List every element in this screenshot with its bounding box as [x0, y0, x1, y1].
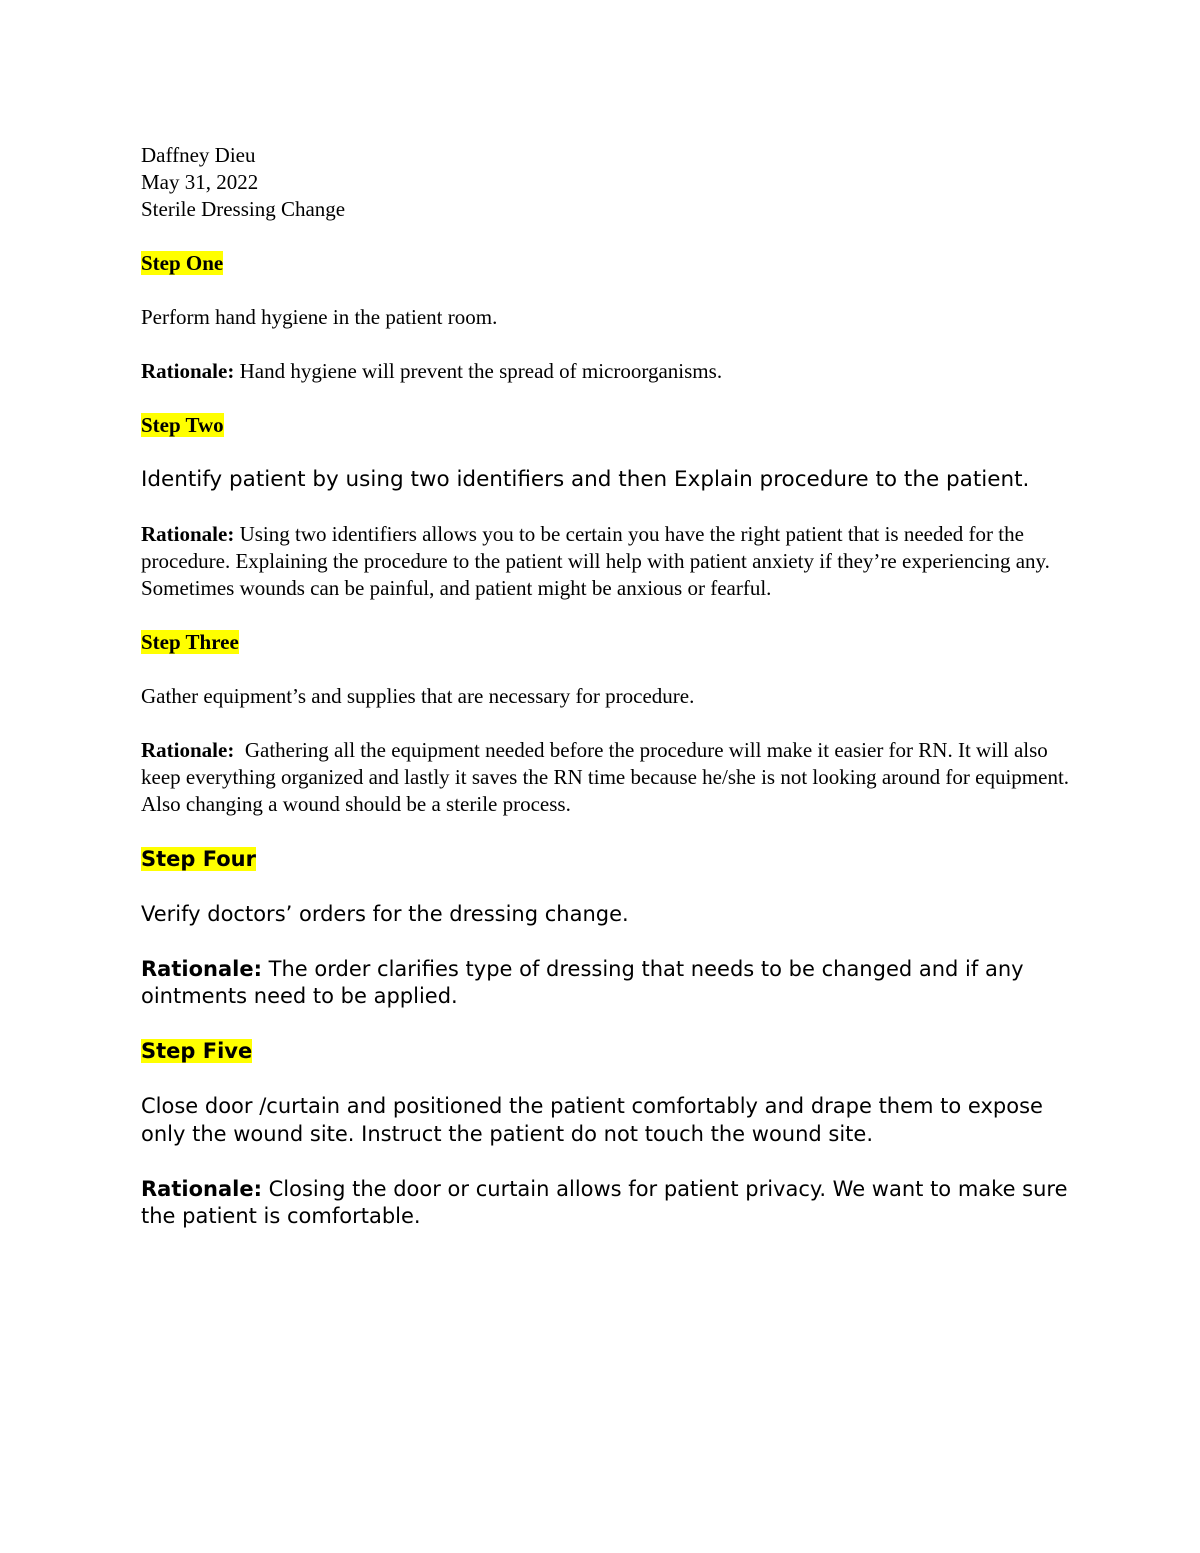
rationale-text: Hand hygiene will prevent the spread of microorganisms. — [234, 359, 723, 383]
step-one-heading — [141, 250, 1071, 277]
step-three-heading — [141, 629, 1071, 656]
step-five-heading-text: Step Five — [141, 1039, 253, 1063]
step-five-heading — [141, 1038, 1071, 1066]
step-five-rationale — [141, 1176, 1071, 1231]
step-four-heading — [141, 846, 1071, 874]
rationale-text: The order clarifies type of dressing that needs to be changed and if any ointments need to be applied. — [141, 956, 1024, 1008]
rationale-text: Using two identifiers allows you to be certain you have the right patient that is needed for the procedure. Explaining the procedure to the patient will help with patient anxiety if they’re experiencing any. Sometimes wounds can be painful, and patient might be anxious or fearful. — [141, 521, 1050, 600]
document-date: May 31, 2022 — [141, 170, 259, 194]
step-four-heading-text: Step Four — [141, 846, 256, 871]
step-five-instruction: Close door /curtain and positioned the patient comfortably and drape them to expose only the wound site. Instruct the patient do not touch the wound site. — [141, 1094, 1043, 1146]
rationale-text: Closing the door or curtain allows for patient privacy. We want to make sure the patient is comfortable. — [141, 1176, 1068, 1228]
step-two-heading — [141, 412, 1071, 439]
rationale-label: Rationale: — [141, 737, 235, 762]
step-one-instruction: Perform hand hygiene in the patient room. — [141, 305, 498, 329]
document-title: Sterile Dressing Change — [141, 197, 346, 221]
step-two-rationale — [141, 521, 1071, 602]
author-name: Daffney Dieu — [141, 143, 256, 167]
step-one-heading-text: Step One — [141, 251, 224, 275]
step-two-heading-text: Step Two — [141, 413, 224, 437]
rationale-label: Rationale: — [141, 359, 235, 383]
document-page — [141, 142, 1074, 1231]
step-three-instruction: Gather equipment’s and supplies that are necessary for procedure. — [141, 683, 695, 708]
rationale-label: Rationale: — [141, 956, 262, 981]
step-three-rationale — [141, 737, 1074, 818]
rationale-label: Rationale: — [141, 1176, 262, 1201]
step-three-heading-text: Step Three — [141, 629, 239, 654]
step-four-rationale — [141, 956, 1071, 1011]
rationale-label: Rationale: — [141, 521, 235, 546]
rationale-text: Gathering all the equipment needed before the procedure will make it easier for RN. It will also keep everything organized and lastly it saves the RN time because he/she is not looking around for equipment. Also changing a wound should be a sterile process. — [141, 737, 1074, 816]
step-two-instruction: Identify patient by using two identifiers and then Explain procedure to the patient. — [141, 467, 1030, 492]
step-four-instruction: Verify doctors’ orders for the dressing change. — [141, 901, 629, 926]
step-one-rationale — [141, 358, 1071, 385]
